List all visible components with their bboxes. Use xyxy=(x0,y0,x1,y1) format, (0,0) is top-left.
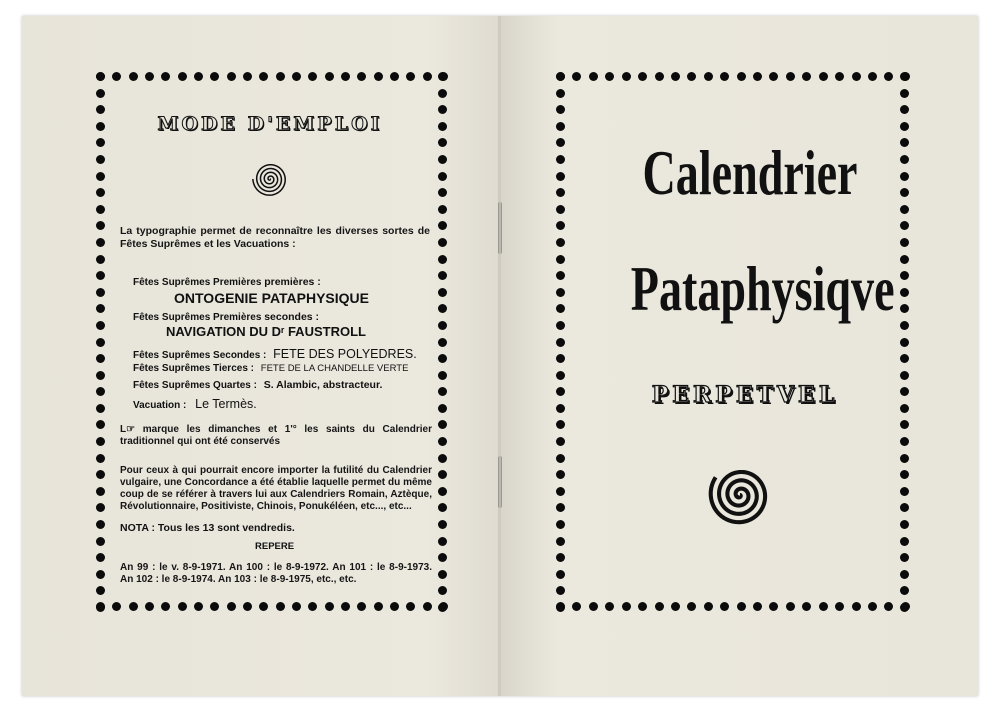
border-dot xyxy=(243,602,252,611)
border-dot xyxy=(96,155,105,164)
border-dot xyxy=(556,205,565,214)
border-dot xyxy=(556,603,565,612)
border-dot xyxy=(292,602,301,611)
border-dot xyxy=(900,188,909,197)
border-dot xyxy=(556,387,565,396)
border-dot xyxy=(96,304,105,313)
border-dot xyxy=(556,188,565,197)
border-dot xyxy=(900,205,909,214)
border-dot xyxy=(671,72,680,81)
border-dot xyxy=(556,72,565,81)
border-dot xyxy=(769,602,778,611)
dot-border xyxy=(96,602,448,612)
border-dot xyxy=(96,387,105,396)
border-dot xyxy=(556,586,565,595)
border-dot xyxy=(900,238,909,247)
staple-top xyxy=(498,202,502,254)
border-dot xyxy=(622,602,631,611)
border-dot xyxy=(292,72,301,81)
border-dot xyxy=(96,570,105,579)
border-dot xyxy=(605,602,614,611)
border-dot xyxy=(96,487,105,496)
border-dot xyxy=(556,553,565,562)
border-dot xyxy=(900,271,909,280)
border-dot xyxy=(835,72,844,81)
border-dot xyxy=(438,470,447,479)
border-dot xyxy=(704,602,713,611)
border-dot xyxy=(868,72,877,81)
border-dot xyxy=(835,602,844,611)
border-dot xyxy=(438,387,447,396)
calendrier-title: Calendrier xyxy=(642,137,858,208)
border-dot xyxy=(341,602,350,611)
border-dot xyxy=(96,321,105,330)
border-dot xyxy=(900,72,909,81)
dot-border xyxy=(556,72,910,82)
border-dot xyxy=(900,354,909,363)
border-dot xyxy=(438,570,447,579)
border-dot xyxy=(438,321,447,330)
border-dot xyxy=(556,321,565,330)
border-dot xyxy=(96,553,105,562)
border-dot xyxy=(325,72,334,81)
border-dot xyxy=(900,404,909,413)
border-dot xyxy=(96,221,105,230)
concordance-text: Pour ceux à qui pourrait encore importer la futilité du Calendrier vulgaire, une Concordance a été établie laquelle permet du même coup de se référer à travers lui aux Calendriers Romain, Aztèque, Révolutionnaire, Positiviste, Chinois, Ponukéléen, etc..., etc... xyxy=(120,465,432,512)
border-dot xyxy=(438,454,447,463)
border-dot xyxy=(900,89,909,98)
border-dot xyxy=(753,602,762,611)
border-dot xyxy=(900,172,909,181)
border-dot xyxy=(589,602,598,611)
border-dot xyxy=(556,520,565,529)
border-dot xyxy=(720,72,729,81)
border-dot xyxy=(900,520,909,529)
border-dot xyxy=(96,271,105,280)
border-dot xyxy=(556,487,565,496)
border-dot xyxy=(556,338,565,347)
border-dot xyxy=(210,72,219,81)
border-dot xyxy=(96,603,105,612)
border-dot xyxy=(900,138,909,147)
border-dot xyxy=(438,138,447,147)
border-dot xyxy=(589,72,598,81)
border-dot xyxy=(438,122,447,131)
border-dot xyxy=(96,122,105,131)
border-dot xyxy=(438,338,447,347)
border-dot xyxy=(438,72,447,81)
border-dot xyxy=(194,602,203,611)
border-dot xyxy=(438,155,447,164)
border-dot xyxy=(406,72,415,81)
border-dot xyxy=(96,454,105,463)
border-dot xyxy=(900,487,909,496)
border-dot xyxy=(145,72,154,81)
category-label-5-text: Fêtes Suprêmes Quartes : xyxy=(133,380,257,391)
nota-text: NOTA : Tous les 13 sont vendredis. xyxy=(120,522,295,534)
border-dot xyxy=(438,553,447,562)
border-dot xyxy=(227,602,236,611)
border-dot xyxy=(556,371,565,380)
category-label-2 xyxy=(133,311,319,323)
perpetvel-subtitle: PERPETVEL xyxy=(651,382,839,408)
border-dot xyxy=(96,420,105,429)
border-dot xyxy=(638,602,647,611)
border-dot xyxy=(438,172,447,181)
mark-note: L☞ marque les dimanches et 1'° les saints du Calendrier traditionnel qui ont été conservés xyxy=(120,424,432,447)
border-dot xyxy=(227,72,236,81)
border-dot xyxy=(786,72,795,81)
category-label-6-text: Vacuation : xyxy=(133,400,187,411)
category-label-4-text: Fêtes Suprêmes Tierces : xyxy=(133,363,254,374)
category-label-1-modifier: premières : xyxy=(264,276,321,288)
repere-title: REPERE xyxy=(255,541,295,552)
border-dot xyxy=(259,602,268,611)
border-dot xyxy=(374,72,383,81)
border-dot xyxy=(900,371,909,380)
border-dot xyxy=(556,138,565,147)
border-dot xyxy=(900,537,909,546)
border-dot xyxy=(687,602,696,611)
border-dot xyxy=(900,321,909,330)
border-dot xyxy=(884,72,893,81)
border-dot xyxy=(868,602,877,611)
border-dot xyxy=(556,155,565,164)
border-dot xyxy=(161,72,170,81)
border-dot xyxy=(276,72,285,81)
border-dot xyxy=(884,602,893,611)
border-dot xyxy=(96,188,105,197)
border-dot xyxy=(556,304,565,313)
dot-border xyxy=(96,72,106,612)
mode-demploi-title: MODE D'EMPLOI xyxy=(157,113,383,135)
border-dot xyxy=(438,304,447,313)
border-dot xyxy=(96,371,105,380)
border-dot xyxy=(438,586,447,595)
border-dot xyxy=(96,255,105,264)
border-dot xyxy=(556,503,565,512)
border-dot xyxy=(96,537,105,546)
border-dot xyxy=(112,602,121,611)
category-label-6 xyxy=(133,397,257,411)
border-dot xyxy=(178,602,187,611)
border-dot xyxy=(900,454,909,463)
border-dot xyxy=(210,602,219,611)
category-label-2-modifier: secondes : xyxy=(264,311,320,323)
border-dot xyxy=(556,420,565,429)
border-dot xyxy=(276,602,285,611)
border-dot xyxy=(438,288,447,297)
border-dot xyxy=(704,72,713,81)
border-dot xyxy=(900,155,909,164)
border-dot xyxy=(129,72,138,81)
spiral-small-icon xyxy=(251,160,289,198)
category-label-2-text: Fêtes Suprêmes Premières xyxy=(133,312,262,323)
category-label-1 xyxy=(133,276,321,288)
border-dot xyxy=(357,72,366,81)
border-dot xyxy=(556,454,565,463)
example-polyedres: FETE DES POLYEDRES. xyxy=(273,347,417,361)
border-dot xyxy=(438,503,447,512)
border-dot xyxy=(96,503,105,512)
border-dot xyxy=(900,255,909,264)
border-dot xyxy=(96,138,105,147)
border-dot xyxy=(438,520,447,529)
border-dot xyxy=(194,72,203,81)
border-dot xyxy=(423,72,432,81)
border-dot xyxy=(96,288,105,297)
border-dot xyxy=(357,602,366,611)
border-dot xyxy=(556,271,565,280)
border-dot xyxy=(556,354,565,363)
border-dot xyxy=(556,470,565,479)
border-dot xyxy=(802,72,811,81)
border-dot xyxy=(900,304,909,313)
border-dot xyxy=(622,72,631,81)
border-dot xyxy=(556,437,565,446)
border-dot xyxy=(687,72,696,81)
border-dot xyxy=(145,602,154,611)
border-dot xyxy=(900,387,909,396)
border-dot xyxy=(556,404,565,413)
border-dot xyxy=(556,255,565,264)
dot-border xyxy=(438,72,448,612)
border-dot xyxy=(900,105,909,114)
border-dot xyxy=(900,288,909,297)
border-dot xyxy=(96,338,105,347)
border-dot xyxy=(900,338,909,347)
border-dot xyxy=(900,221,909,230)
border-dot xyxy=(556,122,565,131)
border-dot xyxy=(900,122,909,131)
border-dot xyxy=(572,72,581,81)
border-dot xyxy=(96,172,105,181)
spiral-large-icon xyxy=(707,462,773,528)
border-dot xyxy=(96,470,105,479)
border-dot xyxy=(556,105,565,114)
border-dot xyxy=(96,105,105,114)
spine-fold xyxy=(498,16,501,696)
border-dot xyxy=(900,553,909,562)
category-label-3-text: Fêtes Suprêmes Secondes : xyxy=(133,350,267,361)
example-termes: Le Termès. xyxy=(195,397,257,411)
border-dot xyxy=(178,72,187,81)
example-ontogenie: ONTOGENIE PATAPHYSIQUE xyxy=(174,290,369,306)
border-dot xyxy=(243,72,252,81)
example-navigation: NAVIGATION DU Dʳ FAUSTROLL xyxy=(166,324,366,339)
border-dot xyxy=(308,72,317,81)
border-dot xyxy=(438,537,447,546)
border-dot xyxy=(96,437,105,446)
border-dot xyxy=(819,72,828,81)
border-dot xyxy=(96,238,105,247)
border-dot xyxy=(438,603,447,612)
category-label-4 xyxy=(133,363,408,374)
border-dot xyxy=(438,89,447,98)
border-dot xyxy=(96,586,105,595)
dot-border xyxy=(556,602,910,612)
border-dot xyxy=(96,205,105,214)
border-dot xyxy=(96,72,105,81)
border-dot xyxy=(900,586,909,595)
dot-border xyxy=(96,72,448,82)
border-dot xyxy=(438,487,447,496)
border-dot xyxy=(556,537,565,546)
border-dot xyxy=(786,602,795,611)
border-dot xyxy=(438,205,447,214)
intro-text: La typographie permet de reconnaître les diverses sortes de Fêtes Suprêmes et les Vacuations : xyxy=(120,225,430,250)
border-dot xyxy=(556,238,565,247)
border-dot xyxy=(556,221,565,230)
border-dot xyxy=(438,404,447,413)
staple-bottom xyxy=(498,456,502,508)
dot-border xyxy=(900,72,910,612)
border-dot xyxy=(655,72,664,81)
border-dot xyxy=(259,72,268,81)
border-dot xyxy=(655,602,664,611)
border-dot xyxy=(900,503,909,512)
border-dot xyxy=(325,602,334,611)
border-dot xyxy=(852,602,861,611)
border-dot xyxy=(572,602,581,611)
border-dot xyxy=(438,354,447,363)
border-dot xyxy=(438,221,447,230)
border-dot xyxy=(438,371,447,380)
border-dot xyxy=(900,437,909,446)
border-dot xyxy=(900,420,909,429)
dot-border xyxy=(556,72,566,612)
category-label-3 xyxy=(133,347,417,361)
repere-text: An 99 : le v. 8-9-1971. An 100 : le 8-9-1972. An 101 : le 8-9-1973. An 102 : le 8-9-1974. An 103 : le 8-9-1975, etc., etc. xyxy=(120,562,432,585)
border-dot xyxy=(341,72,350,81)
border-dot xyxy=(438,238,447,247)
border-dot xyxy=(161,602,170,611)
example-chandelle: FETE DE LA CHANDELLE VERTE xyxy=(260,363,409,374)
border-dot xyxy=(423,602,432,611)
border-dot xyxy=(374,602,383,611)
border-dot xyxy=(900,603,909,612)
example-alambic: S. Alambic, abstracteur. xyxy=(263,379,383,391)
border-dot xyxy=(556,570,565,579)
border-dot xyxy=(438,271,447,280)
pataphysique-title: Pataphysiqve xyxy=(630,253,895,324)
border-dot xyxy=(720,602,729,611)
border-dot xyxy=(438,105,447,114)
border-dot xyxy=(96,354,105,363)
border-dot xyxy=(390,72,399,81)
border-dot xyxy=(671,602,680,611)
border-dot xyxy=(769,72,778,81)
border-dot xyxy=(438,188,447,197)
border-dot xyxy=(96,404,105,413)
border-dot xyxy=(96,520,105,529)
border-dot xyxy=(737,602,746,611)
border-dot xyxy=(112,72,121,81)
border-dot xyxy=(96,89,105,98)
border-dot xyxy=(406,602,415,611)
border-dot xyxy=(900,470,909,479)
border-dot xyxy=(438,437,447,446)
border-dot xyxy=(900,570,909,579)
border-dot xyxy=(129,602,138,611)
border-dot xyxy=(802,602,811,611)
border-dot xyxy=(438,255,447,264)
border-dot xyxy=(605,72,614,81)
border-dot xyxy=(308,602,317,611)
border-dot xyxy=(819,602,828,611)
border-dot xyxy=(638,72,647,81)
border-dot xyxy=(556,172,565,181)
border-dot xyxy=(390,602,399,611)
border-dot xyxy=(737,72,746,81)
border-dot xyxy=(438,420,447,429)
category-label-5 xyxy=(133,379,382,391)
category-label-1-text: Fêtes Suprêmes Premières xyxy=(133,277,262,288)
border-dot xyxy=(556,288,565,297)
border-dot xyxy=(753,72,762,81)
border-dot xyxy=(556,89,565,98)
border-dot xyxy=(852,72,861,81)
